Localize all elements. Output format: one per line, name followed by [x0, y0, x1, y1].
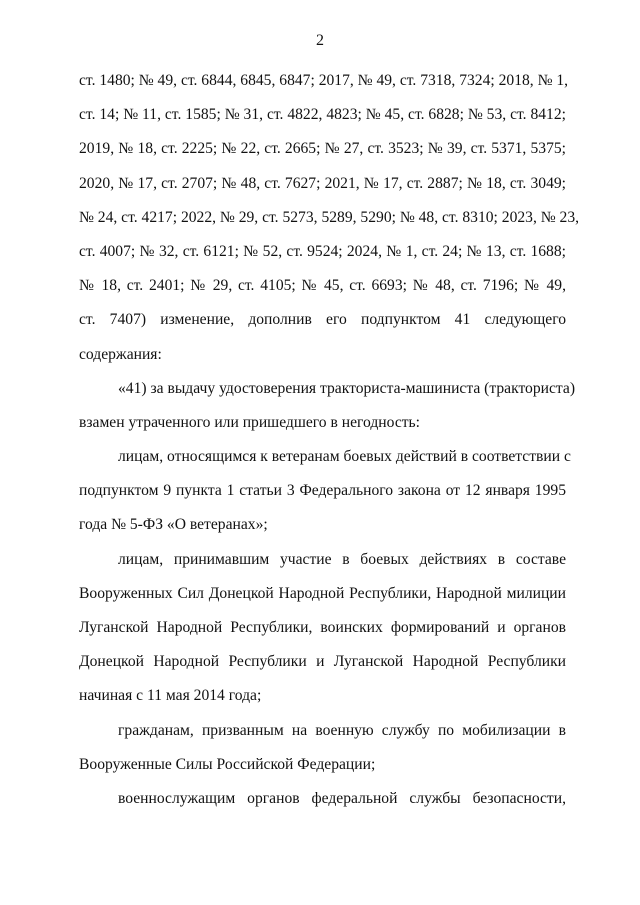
text-line: № 24, ст. 4217; 2022, № 29, ст. 5273, 5289, 5290; № 48, ст. 8310; 2023, № 23,	[79, 208, 580, 226]
text-line: № 18, ст. 2401; № 29, ст. 4105; № 45, ст. 6693; № 48, ст. 7196; № 49,	[79, 277, 566, 295]
text-line: лицам, принимавшим участие в боевых действиях в составе	[118, 550, 566, 568]
text-line: Вооруженные Силы Российской Федерации;	[79, 755, 376, 773]
text-line: начиная с 11 мая 2014 года;	[79, 687, 262, 705]
text-line: ст. 7407) изменение, дополнив его подпунктом 41 следующего	[79, 311, 566, 329]
text-line: ст. 14; № 11, ст. 1585; № 31, ст. 4822, 4823; № 45, ст. 6828; № 53, ст. 8412;	[79, 106, 566, 124]
text-line: Донецкой Народной Республики и Луганской Народной Республики	[79, 653, 566, 671]
text-line: подпунктом 9 пункта 1 статьи 3 Федерального закона от 12 января 1995	[79, 482, 566, 500]
text-line: ст. 1480; № 49, ст. 6844, 6845, 6847; 2017, № 49, ст. 7318, 7324; 2018, № 1,	[79, 72, 569, 89]
text-line: ст. 4007; № 32, ст. 6121; № 52, ст. 9524; 2024, № 1, ст. 24; № 13, ст. 1688;	[79, 242, 566, 260]
text-line: военнослужащим органов федеральной службы безопасности,	[118, 789, 566, 807]
text-line: «41) за выдачу удостоверения тракториста-машиниста (тракториста)	[118, 379, 576, 397]
page-number: 2	[316, 32, 324, 49]
text-line: 2020, № 17, ст. 2707; № 48, ст. 7627; 2021, № 17, ст. 2887; № 18, ст. 3049;	[79, 174, 566, 192]
document-body	[79, 64, 580, 816]
text-line: содержания:	[79, 345, 162, 363]
text-line: гражданам, призванным на военную службу по мобилизации в	[118, 721, 566, 739]
text-line: 2019, № 18, ст. 2225; № 22, ст. 2665; № 27, ст. 3523; № 39, ст. 5371, 5375;	[79, 140, 566, 158]
text-line: года № 5-ФЗ «О ветеранах»;	[79, 516, 268, 534]
text-line: лицам, относящимся к ветеранам боевых действий в соответствии с	[118, 448, 571, 466]
text-line: Вооруженных Сил Донецкой Народной Республики, Народной милиции	[79, 584, 566, 602]
text-line: взамен утраченного или пришедшего в негодность:	[79, 413, 420, 431]
text-line: Луганской Народной Республики, воинских формирований и органов	[79, 619, 566, 636]
